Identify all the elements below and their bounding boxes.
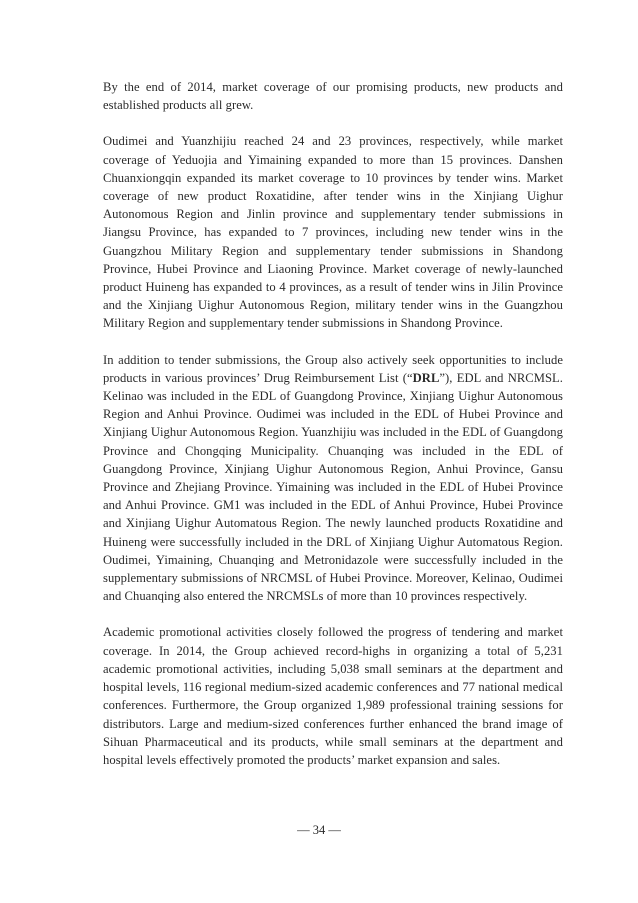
paragraph-market-coverage-intro: By the end of 2014, market coverage of our promising products, new products and established products all grew. (103, 80, 563, 113)
paragraph-reimbursement-text-end: ”), EDL and NRCMSL. Kelinao was included in the EDL of Guangdong Province, Xinjiang Uighur Autonomous Region and Anhui Province. Oudimei was included in the EDL of Hubei Province and Xinjiang Uighur Autonomous Region. Yuanzhijiu was included in the EDL of Guangdong Province and Chongqing Municipality. Chuanqing was included in the EDL of Guangdong Province, Xinjiang Uighur Autonomous Region, Anhui Province, Gansu Province and Zhejiang Province. Yimaining was included in the EDL of Hubei Province and Anhui Province. GM1 was included in the EDL of Anhui Province, Hubei Province and Xinjiang Uighur Automatous Region. The newly launched products Roxatidine and Huineng were successfully included in the DRL of Xinjiang Uighur Automatous Region. Oudimei, Yimaining, Chuanqing and Metronidazole were successfully included in the supplementary submissions of NRCMSL of Hubei Province. Moreover, Kelinao, Oudimei and Chuanqing also entered the NRCMSLs of more than 10 provinces respectively. (103, 370, 563, 604)
paragraph-reimbursement-lists (103, 351, 563, 606)
paragraph-province-coverage: Oudimei and Yuanzhijiu reached 24 and 23 provinces, respectively, while market coverage of Yeduojia and Yimaining expanded to more than 15 provinces. Danshen Chuanxiongqin expanded its market coverage to 10 provinces by tender wins. Market coverage of new product Roxatidine, after tender wins in the Xinjiang Uighur Autonomous Region and Jinlin province and supplementary tender submissions in Jiangsu Province, has expanded to 7 provinces, including new tender wins in the Guangzhou Military Region and supplementary tender submissions in Shandong Province, Hubei Province and Liaoning Province. Market coverage of newly-launched product Huineng has expanded to 4 provinces, as a result of tender wins in Jilin Province and the Xinjiang Uighur Autonomous Region, military tender wins in the Guangzhou Military Region and supplementary tender submissions in Shandong Province. (103, 134, 563, 331)
document-body (103, 78, 563, 787)
paragraph-reimbursement-text-start: In addition to tender submissions, the Group also actively seek opportunities to include products in various provinces’ Drug Reimbursement List (“ (103, 352, 563, 385)
page-number: — 34 — (297, 823, 341, 837)
paragraph-academic-promotion: Academic promotional activities closely followed the progress of tendering and market coverage. In 2014, the Group achieved record-highs in organizing a total of 5,231 academic promotional activities, including 5,038 small seminars at the department and hospital levels, 116 regional medium-sized academic conferences and 77 national medical conferences. Furthermore, the Group organized 1,989 professional training sessions for distributors. Large and medium-sized conferences further enhanced the brand image of Sihuan Pharmaceutical and its products, while small seminars at the department and hospital levels effectively promoted the products’ market expansion and sales. (103, 625, 563, 767)
drl-term: DRL (412, 370, 440, 385)
